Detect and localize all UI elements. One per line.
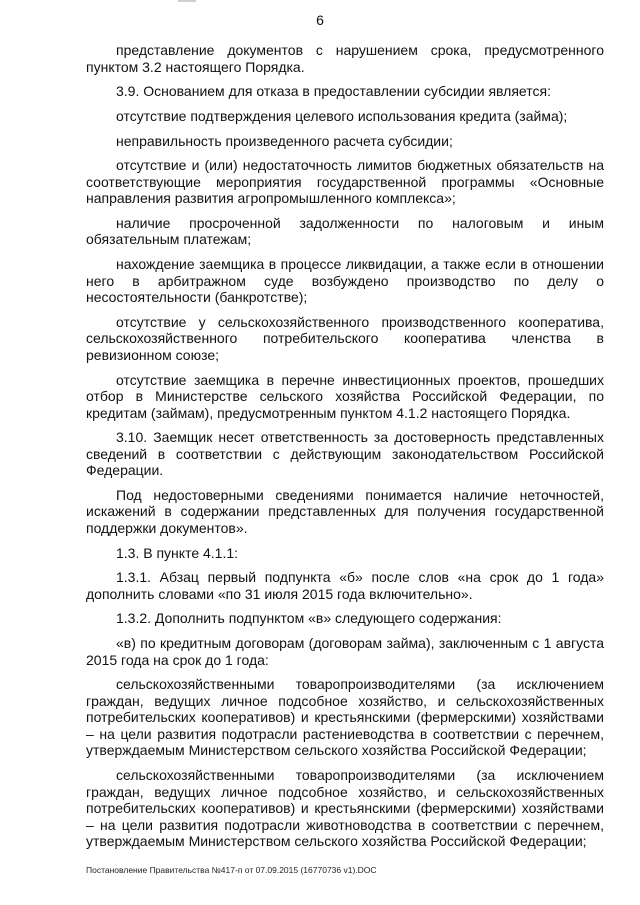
scan-mark <box>178 0 196 2</box>
paragraph: 1.3.2. Дополнить подпунктом «в» следующего содержания: <box>116 610 502 627</box>
paragraph: отсутствие подтверждения целевого использования кредита (займа); <box>116 107 568 124</box>
paragraph: представление документов с нарушением срока, предусмотренного пунктом 3.2 настоящего Порядка. <box>86 42 604 75</box>
paragraph: отсутствие заемщика в перечне инвестиционных проектов, прошедших отбор в Министерстве сельского хозяйства Российской Федерации, по кредитам (займам), предусмотренным пунктом 4.1.2 настоящего Порядка. <box>86 371 604 421</box>
paragraph: нахождение заемщика в процессе ликвидации, а также если в отношении него в арбитражном суде возбуждено производство по делу о несостоятельности (банкротстве); <box>86 256 604 306</box>
paragraph: отсутствие и (или) недостаточность лимитов бюджетных обязательств на соответствующие мероприятия государственной программы «Основные направления развития агропромышленного комплекса»; <box>86 157 604 207</box>
paragraph: 3.10. Заемщик несет ответственность за достоверность представленных сведений в соответствии с действующим законодательством Российской Федерации. <box>86 429 604 479</box>
footer-filename: Постановление Правительства №417-п от 07.09.2015 (16770736 v1).DOC <box>86 865 377 875</box>
paragraph: 1.3.1. Абзац первый подпункта «б» после слов «на срок до 1 года» дополнить словами «по 31 июля 2015 года включительно». <box>86 569 604 602</box>
paragraph: 1.3. В пункте 4.1.1: <box>116 544 239 561</box>
paragraph: 3.9. Основанием для отказа в предоставлении субсидии является: <box>116 83 551 100</box>
paragraph: неправильность произведенного расчета субсидии; <box>116 132 453 149</box>
paragraph: сельскохозяйственными товаропроизводителями (за исключением граждан, ведущих личное подсобное хозяйство, и сельскохозяйственных потребительских кооперативов) и крестьянскими (фермерскими) хозяйствами – на цели развития подотрасли растениеводства в соответствии с перечнем, утверждаемым Министерством сельского хозяйства Российской Федерации; <box>86 676 604 759</box>
paragraph: Под недостоверными сведениями понимается наличие неточностей, искажений в содержании представленных для получения государственной поддержки документов». <box>86 486 604 536</box>
paragraph: «в) по кредитным договорам (договорам займа), заключенным с 1 августа 2015 года на срок до 1 года: <box>86 635 604 668</box>
paragraph: отсутствие у сельскохозяйственного производственного кооператива, сельскохозяйственного потребительского кооператива членства в ревизионном союзе; <box>86 313 604 363</box>
page-number: 6 <box>316 12 324 28</box>
paragraph: сельскохозяйственными товаропроизводителями (за исключением граждан, ведущих личное подсобное хозяйство, и сельскохозяйственных потребительских кооперативов) и крестьянскими (фермерскими) хозяйствами – на цели развития подотрасли животноводства в соответствии с перечнем, утверждаемым Министерством сельского хозяйства Российской Федерации; <box>86 767 604 849</box>
document-body <box>86 42 604 858</box>
paragraph: наличие просроченной задолженности по налоговым и иным обязательным платежам; <box>86 214 604 248</box>
